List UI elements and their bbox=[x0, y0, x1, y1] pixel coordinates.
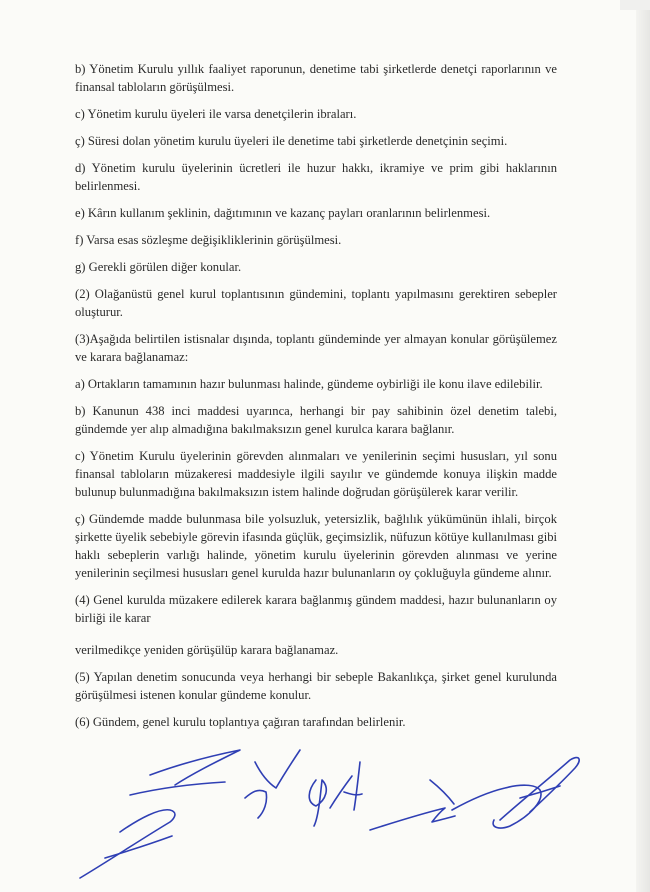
signature-2 bbox=[245, 750, 300, 818]
paragraph-6-agenda: (6) Gündem, genel kurulu toplantıya çağıran tarafından belirlenir. bbox=[75, 715, 406, 729]
signature-1 bbox=[80, 750, 240, 878]
paragraph-d-fees: d) Yönetim kurulu üyelerinin ücretleri ile huzur hakkı, ikramiye ve prim gibi haklarının belirlenmesi. bbox=[75, 161, 557, 193]
signature-4 bbox=[370, 758, 579, 830]
paragraph-2-extraordinary: (2) Olağanüstü genel kurul toplantısının gündemini, toplantı yapılmasını gerektiren sebepler oluşturur. bbox=[75, 287, 557, 319]
signature-3 bbox=[309, 762, 362, 826]
paragraph-4-continuation: verilmedikçe yeniden görüşülüp karara bağlanamaz. bbox=[75, 643, 339, 657]
paragraph-cc-election: ç) Süresi dolan yönetim kurulu üyeleri ile denetime tabi şirketlerde denetçinin seçimi. bbox=[75, 134, 508, 148]
paragraph-5-ministry: (5) Yapılan denetim sonucunda veya herhangi bir sebeple Bakanlıkça, şirket genel kurulunda görüşülmesi istenen konular gündeme konulur. bbox=[75, 670, 557, 702]
paragraph-4-decided-item: (4) Genel kurulda müzakere edilerek karara bağlanmış gündem maddesi, hazır bulunanların oy birliği ile karar bbox=[75, 593, 557, 625]
signatures bbox=[0, 740, 650, 892]
page-corner bbox=[620, 0, 650, 10]
paragraph-3-exceptions: (3)Aşağıda belirtilen istisnalar dışında, toplantı gündeminde yer almayan konular görüşülemez ve karara bağlanamaz: bbox=[75, 332, 557, 364]
page-edge-shadow bbox=[636, 0, 650, 892]
paragraph-c-board-dismissal: c) Yönetim Kurulu üyelerinin görevden alınmaları ve yenilerinin seçimi hususları, yıl sonu finansal tabloların müzakeresi maddesiyle ilgili sayılır ve gündemde konuya ilişkin madde bulunup bulunmadığına bakılmaksızın istem halinde doğrudan görüşülerek karar verilir. bbox=[75, 449, 557, 499]
paragraph-g-other: g) Gerekli görülen diğer konular. bbox=[75, 260, 242, 274]
paragraph-b-special-audit: b) Kanunun 438 inci maddesi uyarınca, herhangi bir pay sahibinin özel denetim talebi, gündemde yer alıp almadığına bakılmaksızın genel kurulca karara bağlanır. bbox=[75, 404, 557, 436]
paragraph-a-all-partners: a) Ortakların tamamının hazır bulunması halinde, gündeme oybirliği ile konu ilave edilebilir. bbox=[75, 377, 543, 391]
paragraph-f-amendments: f) Varsa esas sözleşme değişikliklerinin görüşülmesi. bbox=[75, 233, 342, 247]
paragraph-e-profit: e) Kârın kullanım şeklinin, dağıtımının ve kazanç payları oranlarının belirlenmesi. bbox=[75, 206, 491, 220]
paragraph-cc-just-cause: ç) Gündemde madde bulunmasa bile yolsuzluk, yetersizlik, bağlılık yükümünün ihlali, birçok şirkette üyelik sebebiyle görevin ifasında güçlük, geçimsizlik, nüfuzun kötüye kullanılması gibi haklı sebeplerin varlığı halinde, yönetim kurulu üyelerinin görevden alınması ve yerine yenilerinin seçilmesi hususları genel kurulda hazır bulunanların oy çokluğuyla gündeme alınır. bbox=[75, 512, 557, 580]
document-body bbox=[75, 60, 557, 740]
paragraph-b-annual-report: b) Yönetim Kurulu yıllık faaliyet raporunun, denetime tabi şirketlerde denetçi raporlarının ve finansal tabloların görüşülmesi. bbox=[75, 62, 557, 94]
paragraph-c-release: c) Yönetim kurulu üyeleri ile varsa denetçilerin ibraları. bbox=[75, 107, 357, 121]
